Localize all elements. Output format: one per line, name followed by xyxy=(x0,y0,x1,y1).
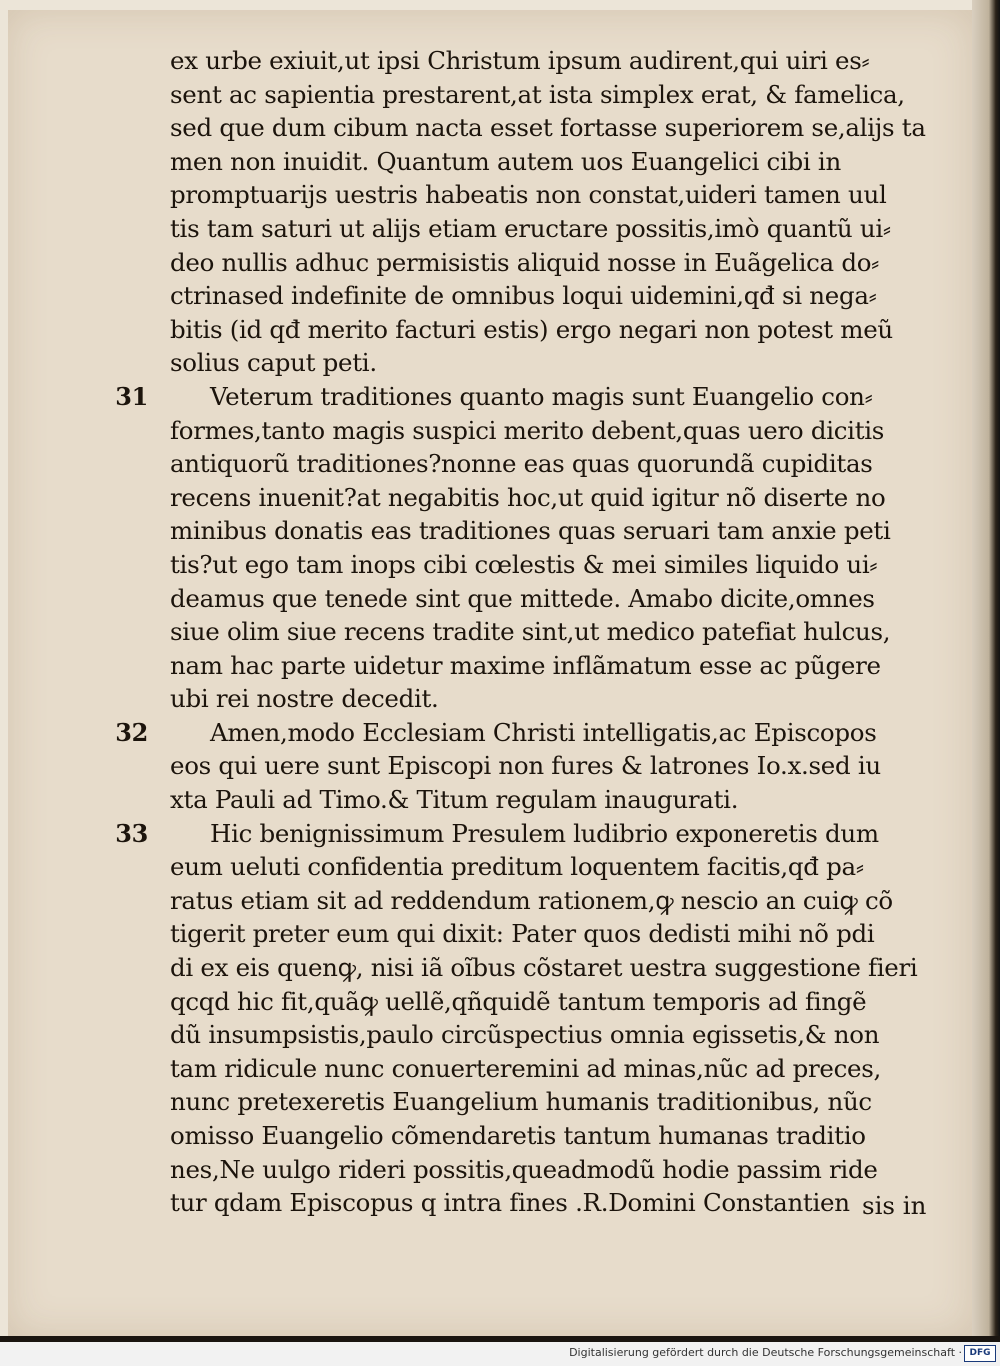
line-text: sed que dum cibum nacta esset fortasse superiorem se,alijs ta xyxy=(170,113,926,143)
page-edge-shadow xyxy=(972,0,1000,1342)
line-text: ex urbe exiuit,ut ipsi Christum ipsum audirent,qui uiri es⸗ xyxy=(170,46,870,75)
line-text: di ex eis quenꝙ, nisi iã oĩbus cõstaret uestra suggestione fieri xyxy=(170,953,918,983)
text-line xyxy=(170,279,930,313)
text-line xyxy=(170,212,930,246)
footer-bar xyxy=(0,1342,1000,1366)
line-text: eum ueluti confidentia preditum loquentem facitis,qđ pa⸗ xyxy=(170,852,864,882)
text-line xyxy=(170,514,930,548)
text-line xyxy=(170,1018,930,1052)
text-line xyxy=(170,783,930,817)
funding-notice: Digitalisierung gefördert durch die Deutsche Forschungsgemeinschaft · xyxy=(569,1346,962,1359)
text-line xyxy=(170,1052,930,1086)
line-text: tam ridicule nunc conuerteremini ad minas,nũc ad preces, xyxy=(170,1053,881,1083)
line-text: tis?ut ego tam inops cibi cœlestis & mei similes liquido ui⸗ xyxy=(170,549,878,579)
text-line xyxy=(170,582,930,616)
line-text: eos qui uere sunt Episcopi non fures & latrones Io.x.sed iu xyxy=(170,751,881,781)
text-line xyxy=(170,1085,930,1119)
paragraph-number: 33 xyxy=(115,818,148,848)
text-line xyxy=(170,346,930,380)
text-line xyxy=(170,850,930,884)
line-text: omisso Euangelio cõmendaretis tantum humanas traditio xyxy=(170,1121,866,1150)
text-line xyxy=(170,178,930,212)
text-line xyxy=(170,414,930,448)
line-text: formes,tanto magis suspici merito debent,quas uero dicitis xyxy=(170,415,885,445)
line-text: qcqd hic fit,quãꝙ uellẽ,qñquidẽ tantum temporis ad fingẽ xyxy=(170,986,867,1016)
text-line xyxy=(170,78,930,112)
text-line xyxy=(170,615,930,649)
text-line xyxy=(115,817,930,851)
text-line xyxy=(170,447,930,481)
text-line xyxy=(170,246,930,280)
line-text: sent ac sapientia prestarent,at ista simplex erat, & famelica, xyxy=(170,79,905,109)
text-line xyxy=(170,1153,930,1187)
line-text: deo nullis adhuc permisistis aliquid nosse in Euãgelica do⸗ xyxy=(170,247,880,277)
line-text: bitis (id qđ merito facturi estis) ergo negari non potest meũ xyxy=(170,314,893,344)
line-text: ratus etiam sit ad reddendum rationem,ꝙ nescio an cuiꝙ cõ xyxy=(170,885,893,915)
line-text: nam hac parte uidetur maxime inflãmatum esse ac pũgere xyxy=(170,650,881,680)
body-text xyxy=(115,44,930,1220)
line-text: siue olim siue recens tradite sint,ut medico patefiat hulcus, xyxy=(170,617,891,647)
dfg-logo: DFG xyxy=(964,1345,996,1362)
line-text: promptuarijs uestris habeatis non constat,uideri tamen uul xyxy=(170,180,887,210)
line-text: deamus que tenede sint que mittede. Amabo dicite,omnes xyxy=(170,583,875,613)
text-line xyxy=(170,884,930,918)
text-line xyxy=(170,111,930,145)
text-line xyxy=(115,716,930,750)
text-line xyxy=(115,380,930,414)
text-line xyxy=(170,1186,930,1220)
line-text: Veterum traditiones quanto magis sunt Euangelio con⸗ xyxy=(210,381,873,411)
text-line xyxy=(170,313,930,347)
line-text: minibus donatis eas traditiones quas seruari tam anxie peti xyxy=(170,516,891,546)
text-line xyxy=(170,1119,930,1153)
line-text: tur qdam Episcopus q intra fines .R.Domini Constantien xyxy=(170,1188,850,1218)
line-text: antiquorũ traditiones?nonne eas quas quorundã cupiditas xyxy=(170,449,873,479)
text-line xyxy=(170,951,930,985)
line-text: nes,Ne uulgo rideri possitis,queadmodũ hodie passim ride xyxy=(170,1154,878,1184)
text-line xyxy=(170,145,930,179)
text-line xyxy=(170,548,930,582)
line-text: solius caput peti. xyxy=(170,348,377,378)
catchword: sis in xyxy=(862,1191,927,1220)
line-text: nunc pretexeretis Euangelium humanis traditionibus, nũc xyxy=(170,1087,872,1117)
text-line xyxy=(170,44,930,78)
line-text: Amen,modo Ecclesiam Christi intelligatis,ac Episcopos xyxy=(210,717,877,747)
line-text: tis tam saturi ut alijs etiam eructare possitis,imò quantũ ui⸗ xyxy=(170,213,891,243)
line-text: tigerit preter eum qui dixit: Pater quos dedisti mihi nõ pdi xyxy=(170,919,875,949)
line-text: xta Pauli ad Timo.& Titum regulam inaugurati. xyxy=(170,785,739,815)
text-line xyxy=(170,917,930,951)
text-line xyxy=(170,749,930,783)
paragraph-number: 32 xyxy=(115,717,148,747)
line-text: dũ insumpsistis,paulo circũspectius omnia egissetis,& non xyxy=(170,1020,880,1050)
line-text: Hic benignissimum Presulem ludibrio exponeretis dum xyxy=(210,818,879,848)
text-line xyxy=(170,481,930,515)
line-text: recens inuenit?at negabitis hoc,ut quid igitur nõ diserte no xyxy=(170,482,886,512)
text-line xyxy=(170,649,930,683)
line-text: ubi rei nostre decedit. xyxy=(170,684,439,714)
line-text: ctrinased indefinite de omnibus loqui uidemini,qđ si nega⸗ xyxy=(170,281,877,311)
text-line xyxy=(170,985,930,1019)
line-text: men non inuidit. Quantum autem uos Euangelici cibi in xyxy=(170,146,841,176)
paragraph-number: 31 xyxy=(115,381,148,411)
text-line xyxy=(170,682,930,716)
